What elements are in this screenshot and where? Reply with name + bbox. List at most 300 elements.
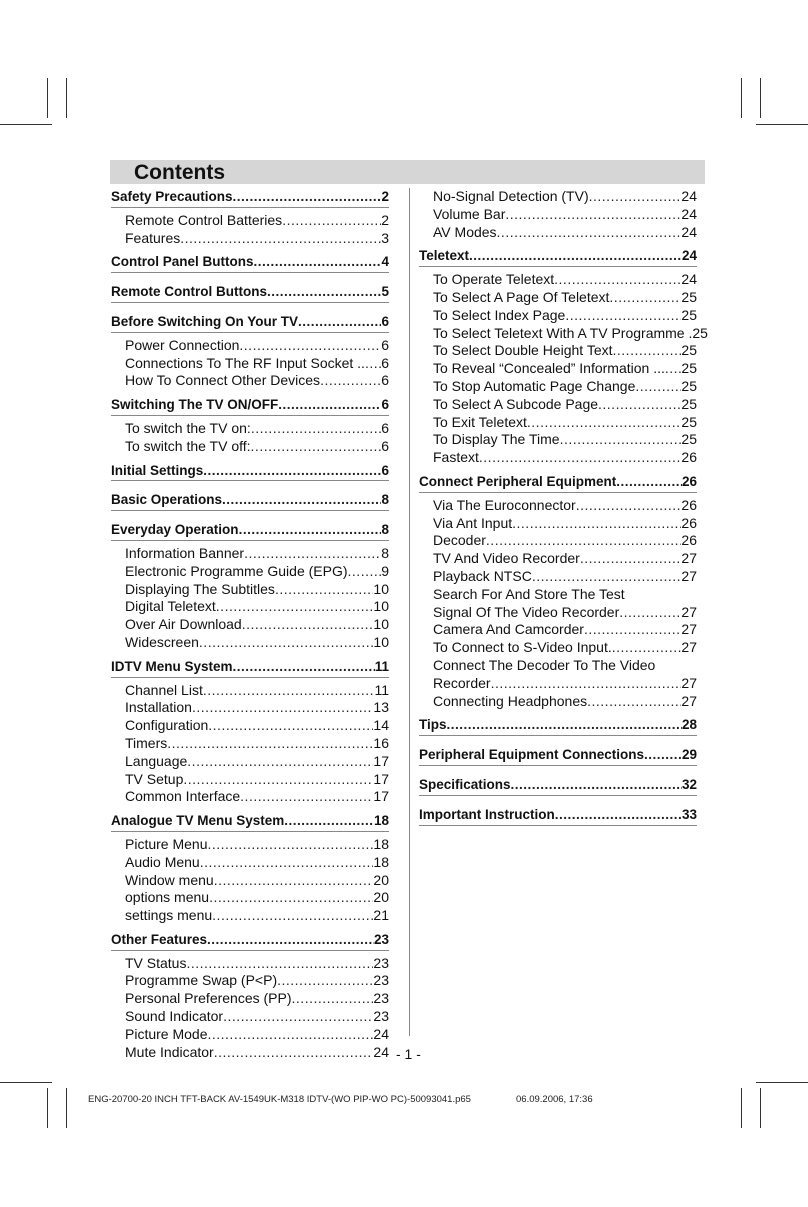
toc-entry-title: Before Switching On Your TV <box>111 313 299 329</box>
dot-leader <box>447 716 682 734</box>
toc-entry-title: Over Air Download <box>125 616 242 633</box>
dot-leader <box>665 360 682 378</box>
dot-leader <box>203 682 375 700</box>
toc-entry[interactable] <box>419 639 697 657</box>
toc-entry-title: Remote Control Batteries <box>125 211 283 228</box>
dot-leader <box>214 872 374 890</box>
dot-leader <box>209 889 373 907</box>
toc-entry-title: TV Setup <box>125 770 184 787</box>
dot-leader <box>576 497 682 515</box>
toc-entry-title: Teletext <box>419 248 470 264</box>
toc-entry-title: Basic Operations <box>111 492 223 508</box>
toc-entry-page: 23 <box>373 972 389 989</box>
toc-entry[interactable] <box>111 598 389 616</box>
dot-leader <box>187 753 373 771</box>
toc-entry[interactable] <box>419 568 697 586</box>
toc-entry-page: 6 <box>381 462 389 478</box>
dot-leader <box>180 230 381 248</box>
toc-entry-page: 27 <box>681 692 697 709</box>
crop-mark <box>66 1088 67 1128</box>
toc-entry-title: To Display The Time <box>433 431 560 448</box>
toc-entry-title: To Select A Subcode Page <box>433 395 599 412</box>
toc-entry-page: 28 <box>681 717 697 733</box>
toc-entry-page: 27 <box>681 550 697 567</box>
toc-entry[interactable] <box>419 324 708 343</box>
toc-entry[interactable] <box>111 616 389 634</box>
toc-entry-title: To Select Index Page <box>433 306 566 323</box>
toc-entry-title: Analogue TV Menu System <box>111 813 285 829</box>
toc-entry-page: 8 <box>381 492 389 508</box>
dot-leader <box>479 449 682 467</box>
dot-leader <box>240 788 373 806</box>
dot-leader <box>560 431 682 449</box>
toc-entry[interactable] <box>111 836 389 854</box>
toc-entry-page: 9 <box>381 562 389 579</box>
toc-entry-title: To switch the TV on: <box>125 419 251 436</box>
toc-entry-page: 26 <box>681 473 697 489</box>
page-number: - 1 - <box>396 1046 421 1062</box>
crop-mark <box>741 1088 742 1128</box>
toc-entry-title: Displaying The Subtitles <box>125 580 275 597</box>
toc-entry[interactable] <box>111 438 389 456</box>
toc-entry-page: 23 <box>373 1008 389 1025</box>
toc-entry[interactable] <box>111 420 389 438</box>
toc-entry-page: 24 <box>681 223 697 240</box>
toc-entry-page: 27 <box>681 621 697 638</box>
toc-entry-title: Common Interface <box>125 788 241 805</box>
toc-entry-title: To Operate Teletext <box>433 271 555 288</box>
toc-entry-page: 25 <box>681 395 697 412</box>
dot-leader <box>203 462 381 480</box>
toc-entry[interactable] <box>111 212 389 230</box>
dot-leader <box>223 1008 373 1026</box>
dot-leader <box>555 806 682 824</box>
dot-leader <box>233 658 375 676</box>
crop-mark <box>66 78 67 118</box>
toc-entry-page: 25 <box>681 342 697 359</box>
toc-entry-title: How To Connect Other Devices <box>125 372 321 389</box>
dot-leader <box>284 812 374 830</box>
dot-leader <box>491 675 682 693</box>
toc-section-entry[interactable] <box>111 462 389 482</box>
toc-entry[interactable] <box>111 545 389 563</box>
toc-section-entry[interactable] <box>419 776 697 796</box>
dot-leader <box>207 836 373 854</box>
toc-entry-title: Recorder <box>433 674 491 691</box>
toc-entry-page: 29 <box>681 747 697 763</box>
dot-leader <box>644 746 682 764</box>
toc-entry-page: 17 <box>373 788 389 805</box>
toc-entry[interactable] <box>419 414 697 432</box>
dot-leader <box>598 396 681 414</box>
toc-entry[interactable] <box>111 753 389 771</box>
footer-timestamp: 06.09.2006, 17:36 <box>516 1094 593 1105</box>
toc-entry-title: Camera And Camcorder <box>433 621 584 638</box>
dot-leader <box>469 247 682 265</box>
toc-entry-title: TV And Video Recorder <box>433 550 580 567</box>
toc-entry-title: Initial Settings <box>111 462 204 478</box>
toc-entry[interactable] <box>419 550 697 568</box>
toc-entry-page: 25 <box>681 288 697 305</box>
dot-leader <box>580 550 682 568</box>
toc-entry-page: 33 <box>681 806 697 822</box>
dot-leader <box>192 699 373 717</box>
dot-leader <box>612 639 682 657</box>
dot-leader <box>251 420 381 438</box>
dot-leader <box>200 854 374 872</box>
toc-entry[interactable] <box>419 532 697 550</box>
toc-entry[interactable] <box>111 1026 389 1044</box>
toc-entry-page: 21 <box>373 907 389 924</box>
dot-leader <box>486 532 682 550</box>
toc-entry-title: To Stop Automatic Page Change <box>433 377 636 394</box>
contents-header <box>110 160 705 184</box>
toc-entry[interactable] <box>419 378 697 396</box>
toc-entry-page: 2 <box>381 189 389 204</box>
dot-leader <box>239 337 381 355</box>
toc-entry-page: 10 <box>373 580 389 597</box>
toc-section-entry[interactable] <box>419 746 697 766</box>
dot-leader <box>609 289 681 307</box>
toc-entry[interactable] <box>419 675 697 693</box>
toc-entry-page: 17 <box>373 770 389 787</box>
toc-entry[interactable] <box>419 515 697 533</box>
toc-entry-title: Other Features <box>111 931 208 947</box>
toc-entry-page: 20 <box>373 871 389 888</box>
toc-entry-title: To Select Teletext With A TV Programme . <box>433 324 693 341</box>
dot-leader <box>527 414 682 432</box>
toc-entry-title: Picture Menu <box>125 835 208 852</box>
toc-entry-title: Remote Control Buttons <box>111 284 267 300</box>
page-title: Contents <box>134 161 225 184</box>
toc-entry[interactable] <box>419 360 697 378</box>
toc-entry-page: 18 <box>373 835 389 852</box>
toc-entry-title: settings menu <box>125 907 213 924</box>
toc-entry-title: Audio Menu <box>125 853 200 870</box>
toc-entry-title: Sound Indicator <box>125 1008 224 1025</box>
toc-entry-title: Peripheral Equipment Connections <box>419 747 645 763</box>
toc-section-entry[interactable] <box>111 521 389 541</box>
toc-entry-title: Installation <box>125 699 192 716</box>
toc-entry-title: Information Banner <box>125 544 245 561</box>
toc-entry-page: 32 <box>681 776 697 792</box>
column-divider <box>409 188 410 1036</box>
dot-leader <box>208 717 373 735</box>
toc-entry-page: 27 <box>681 603 697 620</box>
toc-entry-continuation[interactable]: Connect The Decoder To The Video <box>433 656 656 673</box>
toc-entry-title: Connect Peripheral Equipment <box>419 473 617 489</box>
footer-filename: ENG-20700-20 INCH TFT-BACK AV-1549UK-M318 IDTV-(WO PIP-WO PC)-50093041.p65 <box>88 1094 471 1105</box>
dot-leader <box>554 271 681 289</box>
toc-section-entry[interactable] <box>111 931 389 951</box>
dot-leader <box>167 735 373 753</box>
toc-entry-title: Picture Mode <box>125 1025 208 1042</box>
dot-leader <box>242 616 374 634</box>
toc-entry[interactable] <box>111 955 389 973</box>
toc-entry-title: Timers <box>125 734 168 751</box>
dot-leader <box>207 931 374 949</box>
toc-entry[interactable] <box>111 230 389 248</box>
toc-entry-page: 8 <box>381 522 389 538</box>
toc-entry-title: Important Instruction <box>419 806 555 822</box>
dot-leader <box>199 634 374 652</box>
toc-entry-page: 23 <box>373 931 389 947</box>
dot-leader <box>635 378 681 396</box>
toc-section-entry[interactable] <box>111 491 389 511</box>
dot-leader <box>183 771 373 789</box>
toc-section-entry[interactable] <box>419 806 697 826</box>
dot-leader <box>365 355 381 373</box>
toc-entry-title: TV Status <box>125 954 187 971</box>
dot-leader <box>532 568 682 586</box>
dot-leader <box>267 283 381 301</box>
toc-entry[interactable] <box>419 271 697 289</box>
dot-leader <box>278 396 381 414</box>
toc-entry[interactable] <box>111 990 389 1008</box>
toc-section-entry[interactable] <box>111 313 389 333</box>
toc-entry[interactable] <box>111 699 389 717</box>
toc-entry-title: Via The Euroconnector <box>433 496 576 513</box>
toc-entry-title: Decoder <box>433 532 486 549</box>
toc-entry-page: 27 <box>681 674 697 691</box>
section-gap <box>419 826 697 830</box>
toc-entry-page: 24 <box>681 188 697 204</box>
toc-entry-page: 24 <box>373 1043 389 1060</box>
toc-entry[interactable] <box>111 972 389 990</box>
toc-entry-title: Safety Precautions <box>111 189 233 204</box>
toc-section-entry[interactable] <box>419 247 697 267</box>
dot-leader <box>216 598 374 616</box>
toc-entry-page: 16 <box>373 734 389 751</box>
toc-entry[interactable] <box>419 449 697 467</box>
toc-entry-title: Connecting Headphones <box>433 692 588 709</box>
dot-leader <box>244 545 381 563</box>
toc-entry[interactable] <box>419 188 697 206</box>
toc-entry-page: 24 <box>681 248 697 264</box>
toc-entry-page: 26 <box>681 496 697 513</box>
toc-entry-title: To Select Double Height Text <box>433 342 613 359</box>
toc-entry-page: 6 <box>381 313 389 329</box>
dot-leader <box>616 473 682 491</box>
crop-mark <box>47 1088 48 1128</box>
toc-entry-page: 26 <box>681 514 697 531</box>
dot-leader <box>207 1026 373 1044</box>
crop-mark <box>47 78 48 118</box>
toc-entry[interactable] <box>419 396 697 414</box>
toc-entry[interactable] <box>111 682 389 700</box>
toc-section-entry[interactable] <box>111 396 389 416</box>
toc-entry[interactable] <box>111 1008 389 1026</box>
toc-entry[interactable] <box>419 497 697 515</box>
toc-entry-page: 25 <box>692 324 708 341</box>
crop-mark <box>760 1088 761 1128</box>
toc-entry-page: 23 <box>373 990 389 1007</box>
toc-entry-title: Electronic Programme Guide (EPG) <box>125 562 348 579</box>
toc-section-entry[interactable] <box>111 283 389 303</box>
toc-entry-title: Personal Preferences (PP) <box>125 990 292 1007</box>
toc-entry-page: 24 <box>681 205 697 222</box>
toc-entry[interactable] <box>419 693 697 711</box>
toc-entry-title: Configuration <box>125 717 209 734</box>
toc-entry[interactable] <box>111 735 389 753</box>
toc-entry-page: 18 <box>373 813 389 829</box>
toc-entry-page: 17 <box>373 752 389 769</box>
toc-entry-title: Everyday Operation <box>111 522 239 538</box>
dot-leader <box>511 776 682 794</box>
toc-entry[interactable] <box>419 224 697 242</box>
toc-entry-title: Window menu <box>125 871 214 888</box>
toc-right-column <box>419 188 708 830</box>
dot-leader <box>505 206 681 224</box>
toc-entry[interactable] <box>111 581 389 599</box>
toc-entry-page: 6 <box>381 437 389 454</box>
toc-entry-page: 24 <box>681 271 697 288</box>
toc-entry-title: To Exit Teletext <box>433 413 527 430</box>
toc-entry-page: 10 <box>373 598 389 615</box>
toc-entry-title: Language <box>125 752 188 769</box>
toc-entry-title: No-Signal Detection (TV) <box>433 188 589 204</box>
toc-entry-page: 18 <box>373 853 389 870</box>
toc-entry[interactable] <box>111 907 389 925</box>
dot-leader <box>587 693 681 711</box>
toc-entry-page: 6 <box>381 354 389 371</box>
toc-entry-page: 6 <box>381 397 389 413</box>
toc-entry-page: 25 <box>681 413 697 430</box>
toc-entry-page: 11 <box>374 681 389 698</box>
toc-entry-page: 13 <box>373 699 389 716</box>
dot-leader <box>214 1044 374 1062</box>
toc-entry[interactable] <box>419 342 697 360</box>
toc-entry-page: 3 <box>381 229 389 246</box>
toc-entry-continuation[interactable]: Search For And Store The Test <box>433 585 625 602</box>
toc-section-entry[interactable] <box>419 473 697 493</box>
toc-entry-title: Tips <box>419 717 447 733</box>
toc-entry-page: 25 <box>681 377 697 394</box>
toc-entry-title: Via Ant Input <box>433 514 513 531</box>
dot-leader <box>251 438 382 456</box>
toc-entry[interactable] <box>111 1044 389 1062</box>
toc-entry[interactable] <box>111 889 389 907</box>
dot-leader <box>282 212 381 230</box>
toc-section-entry[interactable] <box>111 658 389 678</box>
toc-entry[interactable] <box>419 206 697 224</box>
toc-entry-page: 4 <box>381 254 389 270</box>
toc-entry-title: Widescreen <box>125 633 199 650</box>
toc-entry[interactable] <box>419 431 697 449</box>
dot-leader <box>589 188 682 206</box>
dot-leader <box>277 972 373 990</box>
crop-mark <box>756 1082 808 1083</box>
toc-entry-title: Channel List <box>125 681 203 698</box>
crop-mark <box>0 124 52 125</box>
toc-entry-page: 25 <box>681 306 697 323</box>
dot-leader <box>222 491 381 509</box>
toc-entry[interactable] <box>111 337 389 355</box>
toc-entry[interactable] <box>111 771 389 789</box>
toc-entry-page: 24 <box>373 1025 389 1042</box>
dot-leader <box>497 224 682 242</box>
toc-entry-title: options menu <box>125 889 210 906</box>
toc-entry-page: 14 <box>373 717 389 734</box>
toc-entry[interactable] <box>111 355 389 373</box>
toc-entry-page: 8 <box>381 544 389 561</box>
toc-entry-title: Power Connection <box>125 336 240 353</box>
toc-entry[interactable] <box>419 604 697 622</box>
toc-section-entry[interactable] <box>111 188 389 208</box>
toc-entry-title: Specifications <box>419 776 511 792</box>
dot-leader <box>233 188 382 206</box>
dot-leader <box>239 521 382 539</box>
crop-mark <box>756 124 808 125</box>
toc-entry[interactable] <box>111 854 389 872</box>
toc-entry-title: To Select A Page Of Teletext <box>433 288 610 305</box>
toc-entry-page: 10 <box>373 633 389 650</box>
dot-leader <box>292 990 374 1008</box>
toc-entry-page: 6 <box>381 372 389 389</box>
toc-entry-title: Fastext <box>433 449 479 466</box>
toc-entry-title: AV Modes <box>433 223 497 240</box>
toc-entry-page: 11 <box>374 658 389 674</box>
dot-leader <box>512 515 681 533</box>
dot-leader <box>584 621 681 639</box>
toc-entry-title: To Connect to S-Video Input. <box>433 639 612 656</box>
crop-mark <box>741 78 742 118</box>
toc-entry-page: 5 <box>381 284 389 300</box>
toc-entry-page: 27 <box>681 567 697 584</box>
toc-entry[interactable] <box>419 621 697 639</box>
toc-entry-page: 27 <box>681 639 697 656</box>
toc-entry-page: 23 <box>373 954 389 971</box>
toc-section-entry[interactable] <box>419 716 697 736</box>
toc-entry-title: Control Panel Buttons <box>111 254 254 270</box>
toc-entry[interactable] <box>419 289 697 307</box>
toc-entry-page: 26 <box>681 532 697 549</box>
dot-leader <box>275 581 373 599</box>
toc-entry[interactable] <box>111 788 389 806</box>
toc-entry-page: 6 <box>381 336 389 353</box>
toc-entry-title: Volume Bar <box>433 205 506 222</box>
toc-entry-title: Switching The TV ON/OFF <box>111 397 279 413</box>
toc-entry[interactable] <box>111 717 389 735</box>
toc-entry[interactable] <box>419 307 697 325</box>
toc-entry[interactable] <box>111 563 389 581</box>
toc-entry-page: 10 <box>373 616 389 633</box>
toc-entry-title: IDTV Menu System <box>111 658 233 674</box>
dot-leader <box>212 907 373 925</box>
toc-entry[interactable] <box>111 634 389 652</box>
toc-section-entry[interactable] <box>111 812 389 832</box>
dot-leader <box>613 342 682 360</box>
toc-entry-title: Digital Teletext <box>125 598 216 615</box>
dot-leader <box>320 372 381 390</box>
toc-entry-title: To Reveal “Concealed” Information ... <box>433 360 665 377</box>
toc-entry-title: Playback NTSC <box>433 567 532 584</box>
crop-mark <box>0 1082 52 1083</box>
toc-entry-title: Signal Of The Video Recorder <box>433 603 620 620</box>
dot-leader <box>186 955 373 973</box>
toc-entry-title: Connections To The RF Input Socket .. <box>125 354 365 371</box>
toc-entry[interactable] <box>111 372 389 390</box>
dot-leader <box>254 253 382 271</box>
toc-entry-title: Programme Swap (P<P) <box>125 972 278 989</box>
toc-entry-page: 20 <box>373 889 389 906</box>
dot-leader <box>619 604 681 622</box>
toc-entry-title: To switch the TV off: <box>125 437 251 454</box>
toc-section-entry[interactable] <box>111 253 389 273</box>
crop-mark <box>760 78 761 118</box>
toc-entry-title: Features <box>125 229 181 246</box>
toc-entry[interactable] <box>111 872 389 890</box>
